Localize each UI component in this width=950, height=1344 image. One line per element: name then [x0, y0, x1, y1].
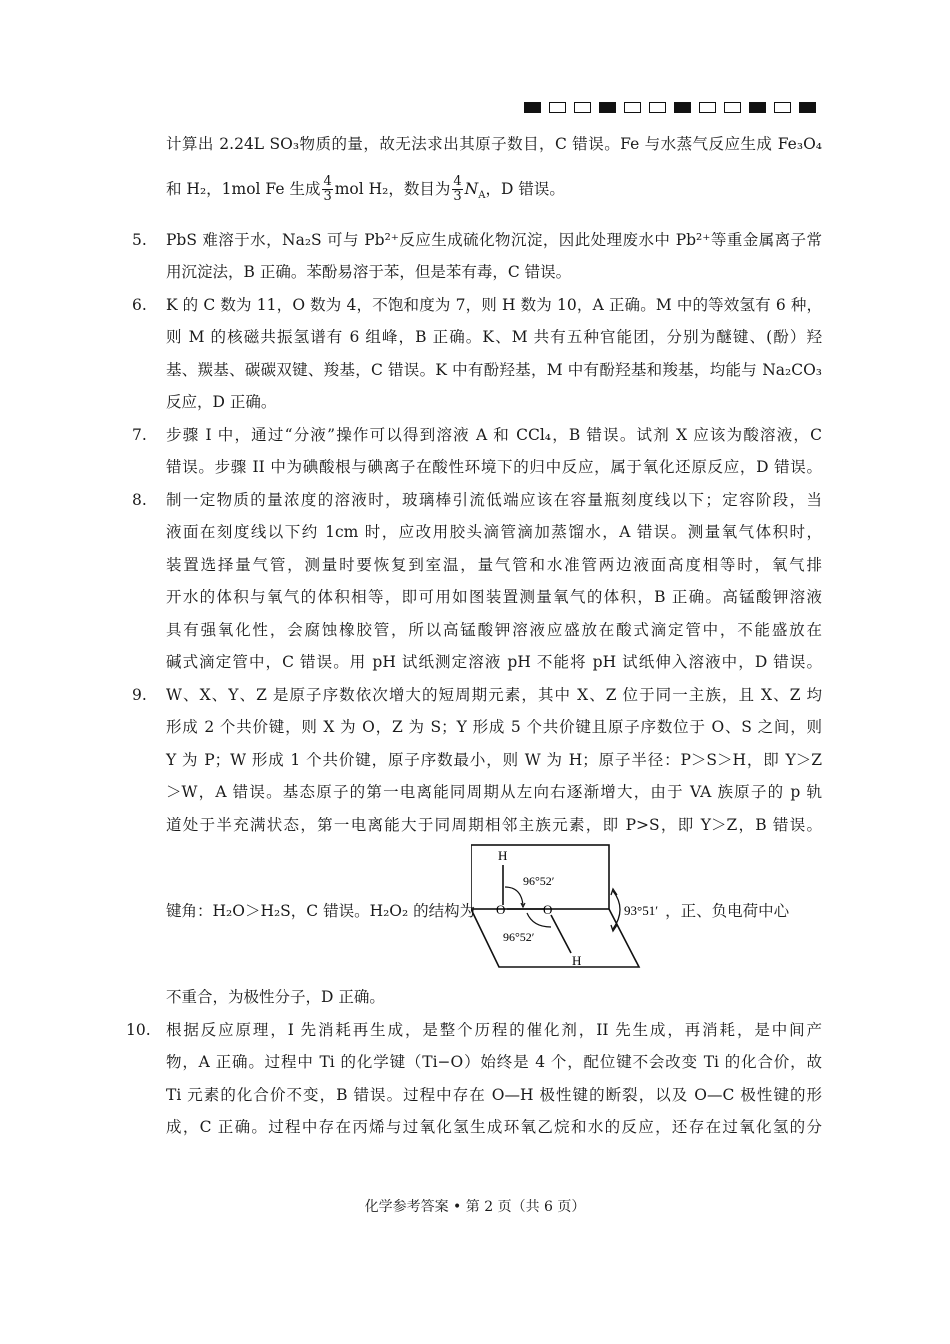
q9-line-7: 不重合，为极性分子，D 正确。: [166, 988, 385, 1007]
lower-plane: [471, 909, 639, 967]
dihedral-arc: [613, 891, 620, 929]
header-mark: [724, 102, 741, 113]
q4-line-2: [132, 161, 822, 224]
header-mark: [749, 102, 766, 113]
question-9: [132, 679, 822, 1014]
fraction-4-3-b: [452, 175, 462, 204]
angle-top-label: 96°52′: [523, 874, 555, 889]
q4-text-a: 和 H₂，1mol Fe 生成: [166, 179, 321, 198]
dihedral-label: 93°51′: [624, 903, 659, 919]
header-mark: [599, 102, 616, 113]
question-number: 10.: [126, 1020, 151, 1039]
question-6: [132, 289, 822, 419]
q7-line-1: 步骤 I 中，通过“分液”操作可以得到溶液 A 和 CCl₄，B 错误。试剂 X 应该为酸溶液，C: [166, 425, 822, 444]
avogadro-subscript: A: [478, 189, 486, 201]
header-mark: [574, 102, 591, 113]
q8-line-2: 液面在刻度线以下约 1cm 时，应改用胶头滴管滴加蒸馏水，A 错误。测量氧气体积时，: [166, 523, 822, 542]
q7-line-2: 错误。步骤 II 中为碘酸根与碘离子在酸性环境下的归中反应，属于氧化还原反应，D 错误。: [166, 458, 822, 477]
q9-text-before-figure: 键角：H₂O＞H₂S，C 错误。H₂O₂ 的结构为: [166, 901, 476, 920]
answer-content: [126, 128, 822, 1144]
question-number: 5.: [132, 230, 147, 249]
h-bottom-label: H: [572, 953, 582, 969]
question-10: [126, 1014, 822, 1144]
question-number: 8.: [132, 490, 147, 509]
q6-line-1: K 的 C 数为 11，O 数为 4，不饱和度为 7，则 H 数为 10，A 正确。M 中的等效氢有 6 种，: [166, 295, 822, 314]
q4-line-1: 计算出 2.24L SO₃物质的量，故无法求出其原子数目，C 错误。Fe 与水蒸气反应生成 Fe₃O₄: [166, 135, 822, 153]
angle-arc-top: [505, 887, 523, 905]
q5-line-2: 用沉淀法，B 正确。苯酚易溶于苯，但是苯有毒，C 错误。: [166, 263, 572, 282]
fraction-numerator: 4: [323, 174, 332, 189]
header-mark: [524, 102, 541, 113]
o-left-label: O: [496, 902, 506, 918]
question-number: 7.: [132, 425, 147, 444]
page-footer: 化学参考答案 • 第 2 页（共 6 页）: [364, 1199, 586, 1215]
header-mark: [624, 102, 641, 113]
q8-line-6: 碱式滴定管中，C 错误。用 pH 试纸测定溶液 pH 不能将 pH 试纸伸入溶液中，D 错误。: [166, 653, 822, 672]
header-mark: [799, 102, 816, 113]
question-number: 9.: [132, 685, 147, 704]
q9-line-3: Y 为 P；W 形成 1 个共价键，原子序数最小，则 W 为 H；原子半径：P＞S＞H，即 Y＞Z: [166, 750, 822, 769]
header-mark: [674, 102, 691, 113]
q9-line-2: 形成 2 个共价键，则 X 为 O，Z 为 S；Y 形成 5 个共价键且原子序数位于 O、S 之间，则: [166, 718, 822, 737]
question-number: 6.: [132, 295, 147, 314]
q9-text-after-figure: ，正、负电荷中心: [665, 901, 790, 920]
h2o2-structure-diagram: [471, 843, 661, 979]
question-7: [132, 419, 822, 484]
q4-text-e: ，D 错误。: [485, 179, 565, 198]
header-mark: [699, 102, 716, 113]
q6-line-4: 反应，D 正确。: [166, 393, 277, 412]
fraction-denominator: 3: [323, 189, 332, 204]
q9-line-5: 道处于半充满状态，第一电离能大于同周期相邻主族元素，即 P>S，即 Y＞Z，B 错误。: [166, 815, 822, 834]
h-top-label: H: [498, 848, 508, 864]
header-marks: [524, 102, 816, 113]
q8-line-3: 装置选择量气管，测量时要恢复到室温，量气管和水准管两边液面高度相等时，氧气排: [166, 555, 822, 574]
q6-line-2: 则 M 的核磁共振氢谱有 6 组峰，B 正确。K、M 共有五种官能团，分别为醚键、(酚）羟: [166, 328, 822, 347]
question-5: [132, 224, 822, 289]
fraction-numerator: 4: [453, 174, 462, 189]
q9-line-4: ＞W，A 错误。基态原子的第一电离能同周期从左向右逐渐增大，由于 VA 族原子的 p 轨: [166, 783, 822, 802]
q8-line-4: 开水的体积与氧气的体积相等，即可用如图装置测量氧气的体积，B 正确。高锰酸钾溶液: [166, 588, 822, 607]
fraction-4-3: [322, 175, 332, 204]
question-8: [132, 484, 822, 679]
q10-line-3: Ti 元素的化合价不变，B 错误。过程中存在 O—H 极性键的断裂，以及 O—C 极性键的形: [166, 1085, 822, 1104]
q9-line-1: W、X、Y、Z 是原子序数依次增大的短周期元素，其中 X、Z 位于同一主族，且 X、Z 均: [166, 685, 822, 704]
q8-line-1: 制一定物质的量浓度的溶液时，玻璃棒引流低端应该在容量瓶刻度线以下；定容阶段，当: [166, 490, 822, 509]
bond-o-h-bottom: [551, 915, 571, 953]
q10-line-4: 成，C 正确。过程中存在丙烯与过氧化氢生成环氧乙烷和水的反应，还存在过氧化氢的分: [166, 1118, 822, 1137]
fraction-denominator: 3: [453, 189, 462, 204]
header-mark: [649, 102, 666, 113]
q10-line-2: 物，A 正确。过程中 Ti 的化学键（Ti−O）始终是 4 个，配位键不会改变 Ti 的化合价，故: [166, 1053, 822, 1072]
header-mark: [549, 102, 566, 113]
header-mark: [774, 102, 791, 113]
angle-bottom-label: 96°52′: [503, 930, 535, 945]
q10-line-1: 根据反应原理，I 先消耗再生成，是整个历程的催化剂，II 先生成，再消耗，是中间产: [166, 1020, 822, 1039]
q5-line-1: PbS 难溶于水，Na₂S 可与 Pb²⁺反应生成硫化物沉淀，因此处理废水中 Pb²⁺等重金属离子常: [166, 230, 822, 249]
avogadro-symbol: N: [464, 179, 479, 198]
q8-line-5: 具有强氧化性，会腐蚀橡胶管，所以高锰酸钾溶液应盛放在酸式滴定管中，不能盛放在: [166, 620, 822, 639]
q4-text-b: mol H₂，数目为: [334, 179, 451, 198]
o-right-label: O: [543, 902, 553, 918]
q9-figure-line: [166, 841, 822, 981]
q6-line-3: 基、羰基、碳碳双键、羧基，C 错误。K 中有酚羟基，M 中有酚羟基和羧基，均能与 Na₂CO₃: [166, 360, 822, 379]
